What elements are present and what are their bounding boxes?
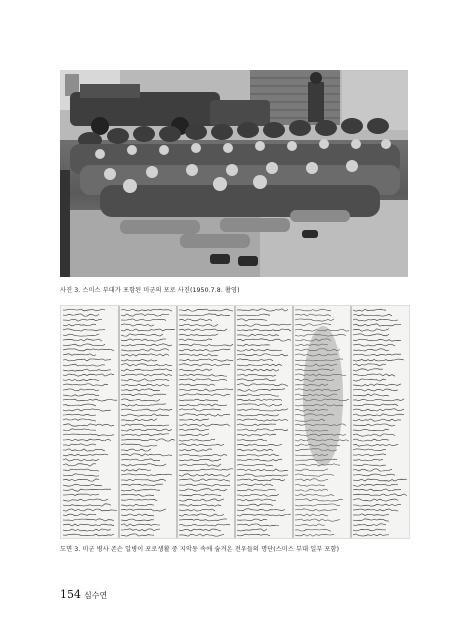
handwritten-entry [63, 379, 99, 381]
handwritten-entry [353, 379, 386, 381]
handwritten-entry [295, 514, 328, 516]
handwritten-entry [237, 424, 276, 426]
handwritten-entry [179, 474, 230, 476]
handwritten-entry [179, 489, 227, 491]
handwritten-entry [63, 359, 111, 361]
handwritten-entry [63, 509, 117, 511]
ink-stain [303, 326, 343, 466]
handwritten-entry [353, 514, 389, 516]
handwritten-entry [237, 479, 285, 481]
handwritten-entry [295, 529, 331, 531]
handwritten-entry [179, 329, 227, 331]
handwritten-entry [353, 309, 386, 311]
handwritten-entry [63, 404, 96, 406]
handwritten-entry [179, 505, 221, 507]
handwritten-entry [237, 494, 279, 496]
handwritten-entry [353, 429, 389, 431]
handwritten-entry [179, 434, 209, 436]
handwritten-entry [63, 529, 111, 531]
handwritten-entry [63, 339, 102, 341]
handwritten-entry [121, 349, 169, 351]
handwritten-entry [179, 429, 209, 431]
handwritten-entry [121, 339, 166, 341]
handwritten-entry [237, 474, 288, 476]
handwritten-entry [63, 479, 99, 481]
handwritten-entry [179, 349, 230, 351]
photo-caption: 사진 3. 스미스 부대가 포함된 미군의 포로 사진(1950.7.8. 촬영) [60, 287, 240, 294]
handwritten-entry [63, 459, 99, 461]
handwritten-entry [63, 429, 96, 431]
handwritten-entry [121, 469, 151, 471]
handwritten-entry [237, 359, 273, 361]
handwritten-entry [237, 329, 291, 331]
handwritten-entry [237, 364, 282, 366]
handwritten-entry [237, 509, 285, 511]
handwritten-entry [179, 334, 218, 336]
handwritten-entry [237, 404, 282, 406]
handwritten-entry [237, 344, 270, 346]
handwritten-entry [179, 534, 224, 536]
handwritten-entry [121, 529, 160, 531]
handwritten-entry [237, 419, 288, 421]
handwritten-entry [295, 309, 331, 311]
handwritten-entry [295, 534, 334, 536]
handwritten-entry [295, 314, 331, 316]
handwritten-entry [121, 319, 166, 321]
handwritten-entry [353, 519, 389, 521]
handwritten-entry [121, 369, 172, 371]
handwritten-entry [121, 464, 166, 466]
handwritten-entry [179, 324, 218, 326]
handwritten-entry [179, 499, 224, 501]
handwritten-entry [63, 484, 102, 486]
handwritten-entry [179, 309, 233, 311]
handwritten-entry [63, 329, 105, 331]
handwritten-entry [121, 424, 169, 426]
handwritten-entry [121, 404, 166, 406]
handwritten-entry [121, 384, 169, 386]
handwritten-entry [63, 389, 99, 391]
handwritten-entry [237, 529, 267, 531]
handwritten-entry [179, 414, 230, 416]
handwritten-entry [237, 454, 279, 456]
handwritten-entry [237, 514, 291, 516]
handwritten-entry [353, 469, 392, 471]
handwritten-entry [121, 459, 160, 461]
handwritten-entry [121, 419, 157, 421]
handwritten-entry [237, 389, 285, 391]
handwritten-entry [121, 494, 154, 496]
handwritten-entry [353, 339, 401, 341]
handwritten-entry [295, 499, 343, 501]
handwritten-entry [63, 409, 111, 411]
handwritten-entry [121, 444, 157, 446]
handwritten-entry [121, 354, 169, 356]
handwritten-entry [63, 464, 96, 466]
handwritten-entry [121, 484, 163, 486]
handwritten-entry [179, 359, 233, 361]
handwritten-entry [179, 524, 230, 526]
handwritten-entry [63, 414, 96, 415]
handwritten-entry [353, 524, 386, 526]
handwritten-entry [63, 419, 96, 421]
handwritten-entry [121, 434, 169, 436]
handwritten-entry [295, 469, 328, 471]
handwritten-entry [353, 459, 383, 461]
handwritten-entry [353, 329, 389, 331]
handwritten-entry [237, 439, 267, 441]
handwritten-entry [237, 309, 288, 311]
handwritten-entry [179, 439, 215, 441]
handwritten-entry [121, 389, 160, 391]
handwritten-entry [295, 504, 340, 506]
handwritten-entry [179, 314, 230, 316]
handwritten-entry [353, 349, 389, 351]
handwritten-entry [237, 334, 279, 336]
handwritten-entry [121, 489, 160, 491]
handwritten-entry [63, 354, 96, 356]
handwritten-entry [237, 449, 273, 451]
handwritten-entry [63, 474, 99, 476]
handwritten-entry [179, 374, 227, 376]
handwritten-entry [237, 534, 270, 536]
handwritten-entry [353, 434, 395, 436]
handwritten-entry [237, 524, 279, 526]
handwritten-entry [179, 459, 221, 461]
handwritten-entry [63, 324, 96, 326]
handwritten-entry [121, 454, 172, 456]
handwritten-entry [237, 499, 276, 501]
handwritten-entry [121, 364, 172, 366]
handwritten-entry [295, 319, 334, 321]
handwritten-entry [237, 489, 276, 491]
handwritten-entry [63, 469, 99, 471]
handwritten-entry [237, 374, 276, 376]
handwritten-entry [353, 424, 395, 426]
handwritten-entry [353, 489, 401, 491]
handwritten-entry [179, 514, 224, 516]
handwritten-entry [121, 409, 172, 411]
handwritten-entry [353, 419, 401, 421]
handwritten-entry [63, 319, 102, 321]
handwritten-entry [63, 399, 117, 401]
handwritten-entry [121, 524, 160, 526]
handwritten-entry [353, 354, 401, 356]
handwritten-entry [179, 339, 212, 341]
handwritten-entry [237, 434, 276, 436]
handwritten-entry [237, 314, 270, 316]
handwritten-entry [179, 364, 230, 366]
handwritten-entry [353, 414, 404, 416]
handwritten-entry [121, 479, 166, 481]
handwritten-entry [179, 399, 218, 401]
handwritten-entry [179, 464, 221, 466]
document-caption: 도면 3. 미군 병사 존슨 일병이 포로생활 중 지악동 속에 숨겨온 전우들의 명단(스미스 부대 일부 포함) [60, 546, 340, 553]
handwritten-entry [237, 459, 282, 461]
handwritten-entry [179, 379, 227, 381]
handwritten-entry [353, 334, 389, 336]
handwritten-entry [237, 394, 279, 396]
handwritten-entry [179, 409, 221, 411]
handwritten-entry [121, 449, 151, 451]
handwritten-entry [237, 414, 279, 416]
handwritten-entry [179, 509, 215, 511]
handwritten-entry [63, 314, 99, 316]
handwritten-entry [63, 499, 108, 501]
handwritten-entry [353, 369, 383, 371]
handwritten-entry [63, 349, 114, 351]
handwritten-entry [121, 519, 154, 521]
handwritten-entry [63, 489, 111, 491]
handwritten-entry [295, 489, 328, 491]
page-number: 154 [60, 588, 81, 601]
pow-photo-illustration [60, 70, 408, 277]
handwritten-entry [353, 454, 386, 456]
handwritten-entry [63, 504, 111, 506]
handwritten-entry [237, 324, 291, 326]
handwritten-entry [121, 414, 169, 416]
handwritten-entry [353, 314, 392, 316]
handwritten-entry [353, 384, 401, 386]
handwritten-entry [63, 494, 99, 495]
handwritten-entry [295, 464, 340, 466]
handwritten-entry [353, 344, 395, 346]
handwritten-entry [63, 374, 114, 376]
handwritten-entry [121, 379, 169, 381]
handwritten-entry [121, 344, 172, 346]
handwritten-entry [353, 509, 398, 511]
handwritten-entry [353, 494, 407, 496]
author-name: 심수연 [84, 591, 108, 600]
handwritten-entry [237, 469, 288, 471]
handwritten-entry [63, 309, 105, 311]
handwritten-entry [353, 404, 398, 406]
handwritten-entry [295, 494, 334, 496]
handwritten-entry [179, 444, 224, 446]
handwritten-entry [63, 524, 114, 526]
handwritten-entry [63, 364, 105, 366]
handwritten-entry [353, 319, 398, 321]
handwritten-entry [295, 519, 340, 521]
handwritten-entry [179, 354, 218, 356]
handwritten-entry [121, 439, 175, 441]
handwritten-entry [353, 394, 389, 396]
handwritten-entry [237, 444, 282, 446]
handwritten-entry [63, 439, 111, 441]
handwritten-entry [179, 469, 233, 471]
handwritten-entry [121, 509, 166, 511]
handwritten-entry [179, 529, 221, 531]
handwritten-entry [121, 399, 160, 401]
handwritten-entry [353, 479, 407, 481]
handwritten-entry [121, 534, 154, 536]
handwritten-entry [295, 474, 334, 476]
handwritten-entry [295, 324, 331, 326]
handwritten-entry [179, 454, 227, 456]
handwritten-entry [295, 484, 325, 486]
handwritten-entry [179, 479, 230, 481]
handwritten-names-illustration [61, 306, 409, 538]
handwritten-entry [63, 444, 96, 446]
page-footer [60, 588, 107, 601]
handwritten-entry [121, 514, 154, 516]
handwritten-entry [121, 474, 172, 476]
handwritten-entry [353, 444, 398, 446]
handwritten-entry [121, 359, 157, 361]
handwritten-entry [353, 504, 401, 506]
handwritten-entry [121, 504, 154, 506]
handwritten-entry [179, 369, 212, 371]
handwritten-entry [179, 424, 230, 426]
handwritten-entry [179, 404, 227, 406]
handwritten-entry [295, 524, 325, 526]
pow-photograph [60, 70, 408, 277]
handwritten-entry [237, 399, 282, 401]
handwritten-entry [237, 379, 276, 381]
handwritten-entry [237, 354, 288, 356]
handwritten-entry [63, 369, 111, 371]
handwritten-entry [179, 449, 212, 451]
handwritten-entry [63, 344, 105, 346]
handwritten-entry [237, 319, 267, 321]
handwritten-entry [237, 349, 282, 351]
handwritten-entry [63, 449, 105, 451]
handwritten-entry [179, 394, 230, 396]
handwritten-entry [353, 499, 398, 501]
handwritten-entry [179, 419, 209, 421]
handwritten-entry [237, 519, 267, 521]
handwritten-entry [295, 479, 328, 481]
handwritten-entry [179, 384, 215, 386]
handwritten-entry [353, 324, 401, 326]
handwritten-entry [121, 394, 166, 396]
handwritten-entry [121, 329, 175, 331]
handwritten-entry [179, 344, 233, 346]
handwritten-entry [179, 319, 212, 321]
handwritten-entry [353, 399, 404, 401]
handwritten-entry [353, 439, 389, 441]
handwritten-entry [353, 529, 386, 531]
handwritten-entry [237, 464, 273, 466]
handwritten-entry [353, 449, 386, 451]
handwritten-entry [63, 454, 108, 456]
handwritten-entry [353, 364, 386, 366]
handwritten-entry [237, 504, 273, 506]
handwritten-entry [179, 389, 233, 391]
handwritten-entry [63, 434, 114, 436]
handwritten-entry [179, 484, 230, 486]
handwritten-entry [237, 484, 273, 486]
handwritten-entry [121, 499, 157, 501]
handwritten-entry [121, 429, 172, 431]
handwritten-entry [63, 394, 99, 396]
handwritten-entry [121, 334, 163, 336]
handwritten-roster [60, 305, 410, 539]
handwritten-entry [353, 374, 395, 376]
handwritten-entry [237, 409, 288, 411]
handwritten-entry [63, 424, 114, 426]
handwritten-entry [237, 369, 279, 371]
handwritten-entry [353, 484, 398, 486]
handwritten-entry [237, 429, 288, 431]
handwritten-entry [63, 384, 108, 386]
handwritten-entry [353, 409, 404, 411]
handwritten-entry [63, 519, 114, 521]
handwritten-entry [121, 324, 154, 326]
handwritten-entry [121, 309, 172, 311]
handwritten-entry [353, 389, 398, 391]
handwritten-entry [63, 334, 99, 336]
handwritten-entry [353, 359, 404, 361]
handwritten-entry [121, 314, 169, 316]
handwritten-entry [237, 339, 291, 341]
handwritten-entry [179, 494, 221, 496]
handwritten-entry [353, 474, 395, 476]
handwritten-entry [295, 509, 337, 511]
handwritten-entry [179, 519, 227, 521]
handwritten-entry [237, 384, 288, 386]
handwritten-entry [353, 534, 389, 536]
handwritten-entry [353, 464, 386, 466]
handwritten-entry [63, 534, 114, 536]
handwritten-entry [121, 374, 172, 376]
handwritten-entry [63, 514, 96, 516]
